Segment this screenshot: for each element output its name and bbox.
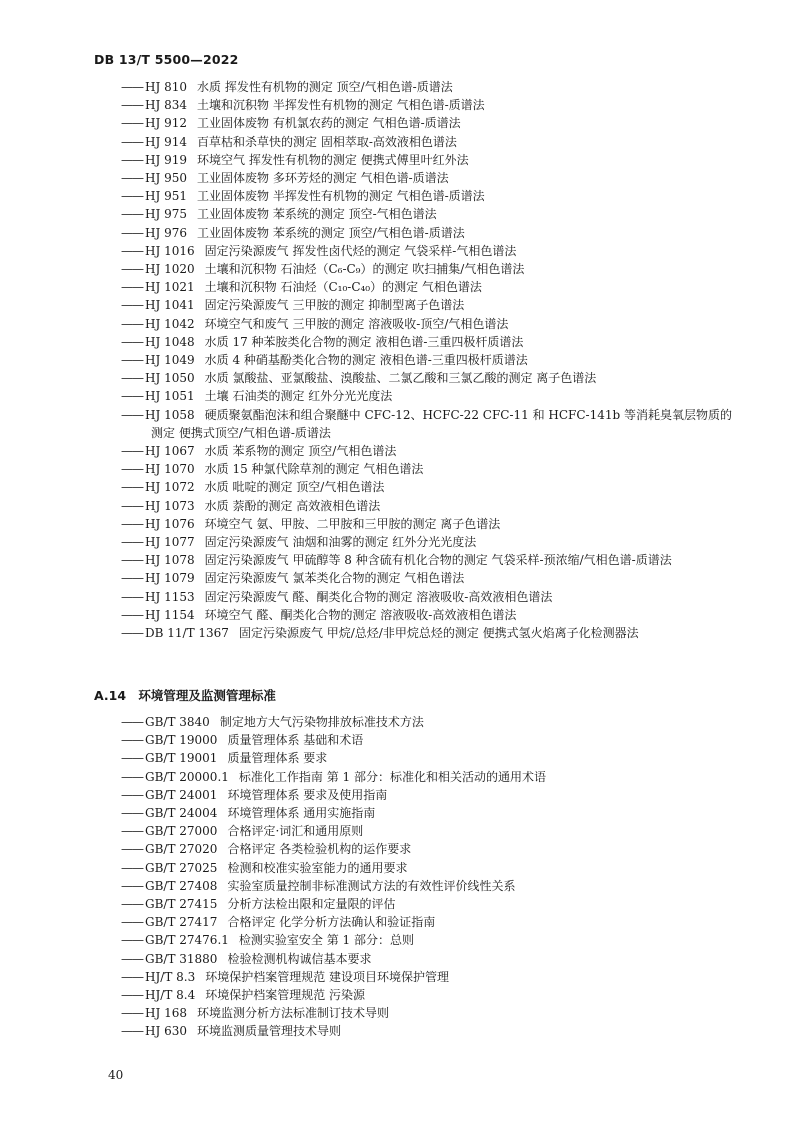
standard-title: 工业固体废物 苯系统的测定 顶空/气相色谱-质谱法 — [197, 225, 465, 240]
entry-dash: —— — [121, 116, 143, 131]
standard-code: HJ 1021 — [145, 280, 195, 295]
standard-title: 水质 挥发性有机物的测定 顶空/气相色谱-质谱法 — [197, 80, 453, 94]
entry-dash: —— — [121, 1024, 143, 1039]
standard-title: 水质 萘酚的测定 高效液相色谱法 — [204, 498, 381, 513]
entry-dash: —— — [121, 334, 143, 349]
standard-title: 水质 17 种苯胺类化合物的测定 液相色谱-三重四极杆质谱法 — [204, 334, 524, 349]
standard-entry — [121, 351, 741, 369]
standard-title: 环境监测分析方法标准制订技术导则 — [197, 1006, 390, 1021]
standard-title: 检测实验室安全 第 1 部分：总则 — [238, 933, 414, 948]
standard-title: 水质 吡啶的测定 顶空/气相色谱法 — [204, 480, 385, 495]
standard-title: 土壤和沉积物 石油烃（C₁₀-C₄₀）的测定 气相色谱法 — [204, 280, 482, 295]
standard-entry — [121, 96, 741, 114]
section-heading — [94, 686, 276, 704]
document-code: DB 13/T 5500—2022 — [94, 52, 239, 67]
section-title: 环境管理及监测管理标准 — [138, 688, 276, 703]
entry-dash: —— — [121, 280, 143, 295]
entry-dash: —— — [121, 1006, 143, 1021]
standard-code: HJ 1058 — [145, 407, 195, 422]
standard-code: HJ 976 — [145, 225, 187, 240]
standard-code: HJ 810 — [145, 80, 187, 94]
standard-code: HJ 1041 — [145, 298, 195, 313]
standard-title: 环境保护档案管理规范 建设项目环境保护管理 — [205, 969, 450, 984]
standard-code: HJ 912 — [145, 116, 187, 131]
standard-entry — [121, 931, 741, 949]
standard-entry — [121, 387, 741, 405]
standard-entry — [121, 551, 741, 569]
standard-entry — [121, 877, 741, 895]
page-number: 40 — [108, 1068, 124, 1082]
entry-dash: —— — [121, 134, 143, 149]
standard-code: HJ 919 — [145, 152, 187, 167]
entry-dash: —— — [121, 316, 143, 331]
entry-dash: —— — [121, 498, 143, 513]
standard-title: 检测和校准实验室能力的通用要求 — [227, 860, 408, 875]
standard-title: 固定污染源废气 三甲胺的测定 抑制型离子色谱法 — [204, 298, 465, 313]
standard-title: 土壤和沉积物 石油烃（C₆-C₉）的测定 吹扫捕集/气相色谱法 — [204, 262, 525, 277]
entry-dash: —— — [121, 988, 143, 1003]
standard-entry — [121, 497, 741, 515]
standard-entry — [121, 151, 741, 169]
standard-title: 实验室质量控制非标准测试方法的有效性评价线性关系 — [227, 878, 516, 893]
standard-code: GB/T 27025 — [145, 860, 218, 875]
standard-title: 固定污染源废气 甲烷/总烃/非甲烷总烃的测定 便携式氢火焰离子化检测器法 — [238, 626, 639, 641]
standard-code: HJ 1073 — [145, 498, 195, 513]
standard-title: 工业固体废物 有机氯农药的测定 气相色谱-质谱法 — [197, 116, 461, 131]
standard-title: 土壤 石油类的测定 红外分光光度法 — [204, 389, 393, 404]
standard-code: GB/T 24001 — [145, 787, 218, 802]
standard-entry — [121, 786, 741, 804]
standard-code: HJ 1051 — [145, 389, 195, 404]
standard-title: 环境保护档案管理规范 污染源 — [205, 988, 366, 1003]
standard-entry — [121, 588, 741, 606]
standard-entry — [121, 624, 741, 642]
entry-dash: —— — [121, 262, 143, 277]
standard-code: HJ 951 — [145, 189, 187, 204]
entry-dash: —— — [121, 152, 143, 167]
standard-entry — [121, 478, 741, 496]
standards-list-analysis — [121, 78, 741, 642]
standard-code: HJ 1076 — [145, 516, 195, 531]
standard-title: 工业固体废物 多环芳烃的测定 气相色谱-质谱法 — [197, 171, 449, 186]
standard-entry — [121, 913, 741, 931]
standard-entry — [121, 749, 741, 767]
entry-dash: —— — [121, 933, 143, 948]
standard-code: HJ 1153 — [145, 589, 195, 604]
standard-entry — [121, 986, 741, 1004]
standard-title: 环境空气 氨、甲胺、二甲胺和三甲胺的测定 离子色谱法 — [204, 516, 501, 531]
entry-dash: —— — [121, 951, 143, 966]
standard-title: 固定污染源废气 醛、酮类化合物的测定 溶液吸收-高效液相色谱法 — [204, 589, 553, 604]
entry-dash: —— — [121, 751, 143, 766]
standard-entry — [121, 315, 741, 333]
standard-entry — [121, 713, 741, 731]
standard-code: HJ 1050 — [145, 371, 195, 386]
standard-title: 标准化工作指南 第 1 部分：标准化和相关活动的通用术语 — [238, 769, 546, 784]
standard-code: HJ 1070 — [145, 462, 195, 477]
entry-dash: —— — [121, 98, 143, 113]
standard-code: HJ 1154 — [145, 607, 195, 622]
standard-code: GB/T 19001 — [145, 751, 218, 766]
standard-entry — [121, 859, 741, 877]
entry-dash: —— — [121, 553, 143, 568]
entry-dash: —— — [121, 878, 143, 893]
standard-code: HJ 1016 — [145, 243, 195, 258]
standard-title: 固定污染源废气 油烟和油雾的测定 红外分光光度法 — [204, 535, 477, 550]
entry-dash: —— — [121, 769, 143, 784]
standard-entry — [121, 804, 741, 822]
standard-code: HJ 1079 — [145, 571, 195, 586]
standard-code: HJ 1042 — [145, 316, 195, 331]
standard-entry — [121, 114, 741, 132]
standard-title: 合格评定 化学分析方法确认和验证指南 — [227, 915, 436, 930]
standard-title: 环境空气 挥发性有机物的测定 便携式傅里叶红外法 — [197, 152, 469, 167]
standard-code: GB/T 20000.1 — [145, 769, 229, 784]
entry-dash: —— — [121, 353, 143, 368]
entry-dash: —— — [121, 897, 143, 912]
standard-title: 硬质聚氨酯泡沫和组合聚醚中 CFC-12、HCFC-22 CFC-11 和 HCFC-141b 等消耗臭氧层物质的测定 便携式顶空/气相色谱-质谱法 — [151, 407, 733, 440]
standard-code: HJ 168 — [145, 1006, 187, 1021]
entry-dash: —— — [121, 462, 143, 477]
standard-title: 合格评定 各类检验机构的运作要求 — [227, 842, 412, 857]
entry-dash: —— — [121, 480, 143, 495]
standard-code: GB/T 27417 — [145, 915, 218, 930]
standard-entry — [121, 1004, 741, 1022]
standard-entry — [121, 460, 741, 478]
standard-entry — [121, 78, 741, 96]
standard-title: 环境管理体系 要求及使用指南 — [227, 787, 388, 802]
standard-title: 水质 15 种氯代除草剂的测定 气相色谱法 — [204, 462, 424, 477]
standard-code: HJ 630 — [145, 1024, 187, 1039]
standard-code: HJ 1072 — [145, 480, 195, 495]
standard-title: 制定地方大气污染物排放标准技术方法 — [219, 715, 424, 729]
standard-title: 工业固体废物 半挥发性有机物的测定 气相色谱-质谱法 — [197, 189, 485, 204]
standard-entry — [121, 768, 741, 786]
standard-code: HJ/T 8.3 — [145, 969, 196, 984]
standard-code: HJ 1067 — [145, 444, 195, 459]
entry-dash: —— — [121, 915, 143, 930]
entry-dash: —— — [121, 80, 143, 94]
standard-entry — [121, 169, 741, 187]
standard-title: 环境监测质量管理技术导则 — [197, 1024, 342, 1039]
standard-code: HJ/T 8.4 — [145, 988, 196, 1003]
standard-title: 质量管理体系 要求 — [227, 751, 328, 766]
standard-code: GB/T 24004 — [145, 806, 218, 821]
standard-entry — [121, 406, 741, 442]
standard-code: HJ 1020 — [145, 262, 195, 277]
standard-entry — [121, 224, 741, 242]
standard-entry — [121, 606, 741, 624]
standard-code: GB/T 19000 — [145, 733, 218, 748]
standard-entry — [121, 442, 741, 460]
entry-dash: —— — [121, 298, 143, 313]
standard-title: 固定污染源废气 挥发性卤代烃的测定 气袋采样-气相色谱法 — [204, 243, 517, 258]
standard-entry — [121, 278, 741, 296]
standard-title: 合格评定·词汇和通用原则 — [227, 824, 364, 839]
standard-code: GB/T 31880 — [145, 951, 218, 966]
standard-entry — [121, 895, 741, 913]
standard-code: GB/T 27000 — [145, 824, 218, 839]
standard-title: 环境管理体系 通用实施指南 — [227, 806, 376, 821]
standards-list-management — [121, 713, 741, 1041]
entry-dash: —— — [121, 787, 143, 802]
entry-dash: —— — [121, 189, 143, 204]
standard-code: GB/T 3840 — [145, 715, 210, 729]
standard-entry — [121, 950, 741, 968]
standard-title: 固定污染源废气 氯苯类化合物的测定 气相色谱法 — [204, 571, 465, 586]
standard-entry — [121, 133, 741, 151]
standard-entry — [121, 296, 741, 314]
standard-entry — [121, 731, 741, 749]
entry-dash: —— — [121, 444, 143, 459]
standard-code: HJ 950 — [145, 171, 187, 186]
standard-code: HJ 914 — [145, 134, 187, 149]
standard-code: GB/T 27408 — [145, 878, 218, 893]
entry-dash: —— — [121, 571, 143, 586]
standard-entry — [121, 822, 741, 840]
standard-entry — [121, 187, 741, 205]
standard-entry — [121, 242, 741, 260]
standard-code: HJ 834 — [145, 98, 187, 113]
entry-dash: —— — [121, 842, 143, 857]
entry-dash: —— — [121, 389, 143, 404]
standard-title: 分析方法检出限和定量限的评估 — [227, 897, 396, 912]
entry-dash: —— — [121, 371, 143, 386]
entry-dash: —— — [121, 806, 143, 821]
standard-entry — [121, 205, 741, 223]
standard-code: HJ 1078 — [145, 553, 195, 568]
standard-code: HJ 1077 — [145, 535, 195, 550]
standard-entry — [121, 569, 741, 587]
standard-title: 百草枯和杀草快的测定 固相萃取-高效液相色谱法 — [197, 134, 457, 149]
standard-title: 环境空气和废气 三甲胺的测定 溶液吸收-顶空/气相色谱法 — [204, 316, 509, 331]
standard-entry — [121, 533, 741, 551]
standard-entry — [121, 260, 741, 278]
standard-code: GB/T 27415 — [145, 897, 218, 912]
entry-dash: —— — [121, 516, 143, 531]
entry-dash: —— — [121, 225, 143, 240]
standard-code: HJ 1048 — [145, 334, 195, 349]
standard-title: 质量管理体系 基础和术语 — [227, 733, 364, 748]
standard-title: 水质 氯酸盐、亚氯酸盐、溴酸盐、二氯乙酸和三氯乙酸的测定 离子色谱法 — [204, 371, 597, 386]
standard-entry — [121, 369, 741, 387]
standard-title: 水质 4 种硝基酚类化合物的测定 液相色谱-三重四极杆质谱法 — [204, 353, 528, 368]
entry-dash: —— — [121, 824, 143, 839]
entry-dash: —— — [121, 171, 143, 186]
standard-title: 环境空气 醛、酮类化合物的测定 溶液吸收-高效液相色谱法 — [204, 607, 517, 622]
standard-code: HJ 1049 — [145, 353, 195, 368]
standard-title: 检验检测机构诚信基本要求 — [227, 951, 372, 966]
entry-dash: —— — [121, 607, 143, 622]
entry-dash: —— — [121, 207, 143, 222]
standard-code: HJ 975 — [145, 207, 187, 222]
standard-entry — [121, 840, 741, 858]
entry-dash: —— — [121, 626, 143, 641]
standard-title: 水质 苯系物的测定 顶空/气相色谱法 — [204, 444, 397, 459]
standard-entry — [121, 515, 741, 533]
standard-title: 工业固体废物 苯系统的测定 顶空-气相色谱法 — [197, 207, 437, 222]
entry-dash: —— — [121, 535, 143, 550]
section-number: A.14 — [94, 688, 127, 703]
entry-dash: —— — [121, 733, 143, 748]
entry-dash: —— — [121, 407, 143, 422]
entry-dash: —— — [121, 969, 143, 984]
entry-dash: —— — [121, 715, 143, 729]
standard-code: GB/T 27476.1 — [145, 933, 229, 948]
standard-entry — [121, 968, 741, 986]
standard-title: 土壤和沉积物 半挥发性有机物的测定 气相色谱-质谱法 — [197, 98, 485, 113]
standard-code: GB/T 27020 — [145, 842, 218, 857]
standard-entry — [121, 1022, 741, 1040]
entry-dash: —— — [121, 860, 143, 875]
standard-entry — [121, 333, 741, 351]
entry-dash: —— — [121, 243, 143, 258]
entry-dash: —— — [121, 589, 143, 604]
standard-title: 固定污染源废气 甲硫醇等 8 种含硫有机化合物的测定 气袋采样-预浓缩/气相色谱-质谱法 — [204, 553, 672, 568]
standard-code: DB 11/T 1367 — [145, 626, 229, 641]
